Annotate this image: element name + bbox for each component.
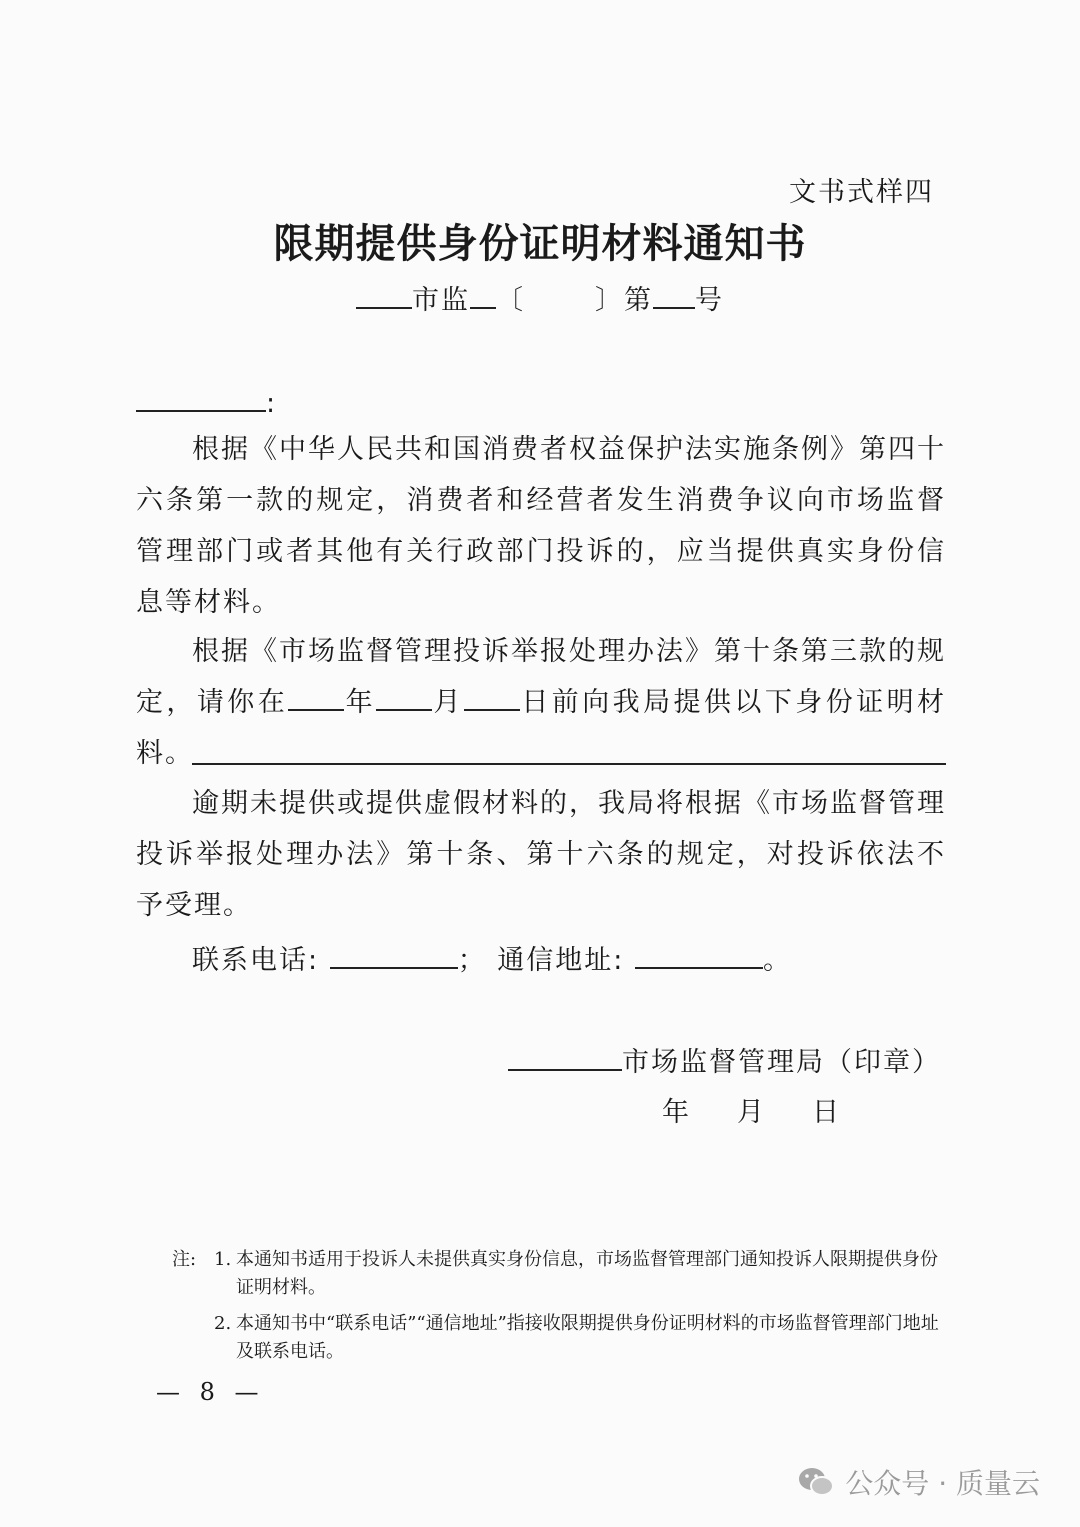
issuer-line (508, 1040, 941, 1079)
docno-bracket-close: 〕第 (595, 285, 653, 316)
note-number: 1. (214, 1249, 232, 1270)
issuer-blank (508, 1045, 622, 1071)
watermark (797, 1462, 1040, 1502)
sample-label: 文书式样四 (789, 177, 934, 208)
addressee-colon: : (266, 388, 276, 419)
addressee-blank (136, 386, 266, 412)
docno-suffix: 号 (695, 285, 724, 316)
notes-section (172, 1246, 952, 1366)
note-text: 本通知书适用于投诉人未提供真实身份信息，市场监督管理部门通知投诉人限期提供身份证明材料。 (236, 1249, 938, 1298)
contact-separator: ； (457, 945, 487, 976)
note-text: 本通知书中“联系电话”“通信地址”指接收限期提供身份证明材料的市场监督管理部门地址及联系电话。 (236, 1313, 939, 1362)
wechat-icon (797, 1466, 835, 1498)
contact-end: 。 (763, 945, 792, 976)
signature-date (662, 1090, 887, 1129)
date-day: 日 (812, 1097, 839, 1128)
docno-blank-prefix (356, 283, 412, 309)
date-month: 月 (737, 1097, 764, 1128)
paragraph-legal-basis: 根据《中华人民共和国消费者权益保护法实施条例》第四十六条第一款的规定，消费者和经营者发生消费争议向市场监督管理部门或者其他有关行政部门投诉的，应当提供真实身份信息等材料。 (136, 434, 946, 618)
deadline-year-label: 年 (344, 687, 377, 718)
deadline-intro: 根据《市场监督管理投诉举报处理办法》第十条第三款的规定，请你在 (136, 636, 946, 718)
address-blank (635, 943, 763, 969)
address-label: 通信地址: (497, 945, 625, 976)
note-item (172, 1246, 952, 1302)
note-number: 2. (214, 1313, 232, 1334)
document-number (0, 278, 1080, 317)
page-number: — 8 — (156, 1378, 265, 1406)
docno-blank-number (653, 283, 695, 309)
docno-bracket-open: 〔 (496, 285, 525, 316)
deadline-tail: 日前向我局提供以下身份证明材料。 (136, 687, 947, 769)
contact-line (192, 938, 792, 977)
deadline-day-blank (464, 685, 520, 711)
docno-city: 市监 (412, 285, 470, 316)
date-year: 年 (662, 1097, 689, 1128)
materials-blank-line (192, 763, 946, 765)
paragraph-deadline (136, 626, 946, 779)
notes-label: 注: (172, 1249, 197, 1270)
docno-blank-code (470, 283, 496, 309)
deadline-month-blank (376, 685, 432, 711)
phone-blank (330, 943, 458, 969)
note-item (172, 1310, 952, 1366)
deadline-month-label: 月 (432, 687, 464, 718)
deadline-year-blank (288, 685, 344, 711)
issuer-name: 市场监督管理局（印章） (622, 1047, 941, 1078)
watermark-text: 公众号 · 质量云 (845, 1467, 1040, 1500)
addressee-line (136, 386, 275, 419)
paragraph-consequence: 逾期未提供或提供虚假材料的，我局将根据《市场监督管理投诉举报处理办法》第十条、第十六条的规定，对投诉依法不予受理。 (136, 788, 946, 921)
document-title: 限期提供身份证明材料通知书 (273, 220, 807, 267)
phone-label: 联系电话: (192, 945, 320, 976)
